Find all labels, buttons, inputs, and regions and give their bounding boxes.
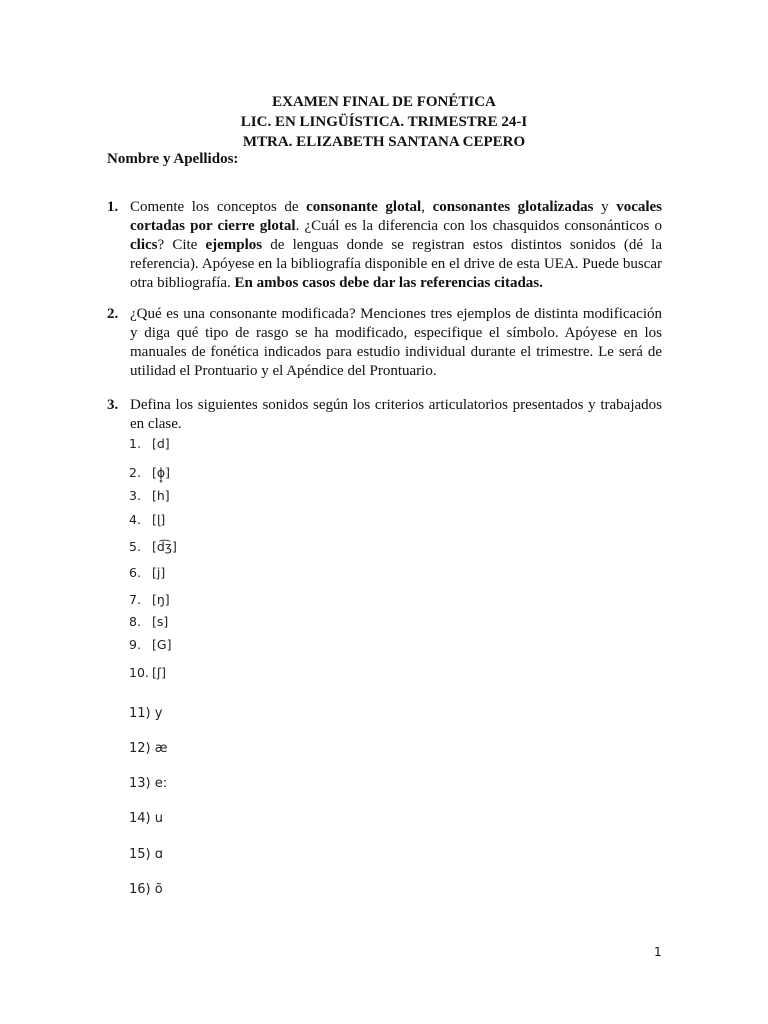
vowel-item: 13) e: <box>129 776 168 791</box>
sound-item: 3. [h] <box>129 488 170 503</box>
question-text: Comente los conceptos de consonante glotal, consonantes glotalizadas y vocales cortadas por cierre glotal. ¿Cuál es la diferencia con los chasquidos consonánticos o clics? Cite ejemplos de lenguas donde se registran estos distintos sonidos (dé la referencia). Apóyese en la bibliografía disponible en el drive de esta UEA. Puede buscar otra bibliografía. En ambos casos debe dar las referencias citadas. <box>130 199 663 291</box>
vowel-item: 16) õ <box>129 882 163 897</box>
question-1 <box>107 198 662 293</box>
question-text: Defina los siguientes sonidos según los criterios articulatorios presentados y trabajados en clase. <box>130 397 662 432</box>
sound-item: 10. [ʃ] <box>129 665 166 680</box>
vowel-item: 12) æ <box>129 741 168 756</box>
vowel-item: 15) ɑ <box>129 847 163 862</box>
student-name-label: Nombre y Apellidos: <box>107 151 239 167</box>
question-number: 1. <box>107 199 119 215</box>
vowel-item: 14) u <box>129 811 163 826</box>
sound-item: 1. [d] <box>129 436 170 451</box>
program-line: LIC. EN LINGÜÍSTICA. TRIMESTRE 24-I <box>240 114 528 130</box>
question-number: 3. <box>107 397 119 413</box>
exam-header <box>0 92 768 152</box>
question-number: 2. <box>107 306 119 322</box>
vowel-item: 11) y <box>129 706 163 721</box>
question-text: ¿Qué es una consonante modificada? Menciones tres ejemplos de distinta modificación y diga qué tipo de rasgo se ha modificado, especifique el símbolo. Apóyese en los manuales de fonética indicados para estudio individual durante el trimestre. Le será de utilidad el Prontuario y el Apéndice del Prontuario. <box>130 306 662 379</box>
page-number: 1 <box>654 945 662 959</box>
sound-item: 8. [s] <box>129 614 169 629</box>
teacher-line: MTRA. ELIZABETH SANTANA CEPERO <box>242 134 526 150</box>
sound-item: 5. [d͡ʒ] <box>129 539 177 554</box>
sound-item: 4. [ɭ] <box>129 512 166 527</box>
exam-title: EXAMEN FINAL DE FONÉTICA <box>272 94 496 110</box>
sound-item: 9. [G] <box>129 637 172 652</box>
sound-item: 2. [ɸ̥] <box>129 465 170 480</box>
question-2 <box>107 305 662 381</box>
sound-item: 6. [j] <box>129 565 166 580</box>
sound-item: 7. [ŋ] <box>129 592 170 607</box>
question-3 <box>107 396 662 434</box>
